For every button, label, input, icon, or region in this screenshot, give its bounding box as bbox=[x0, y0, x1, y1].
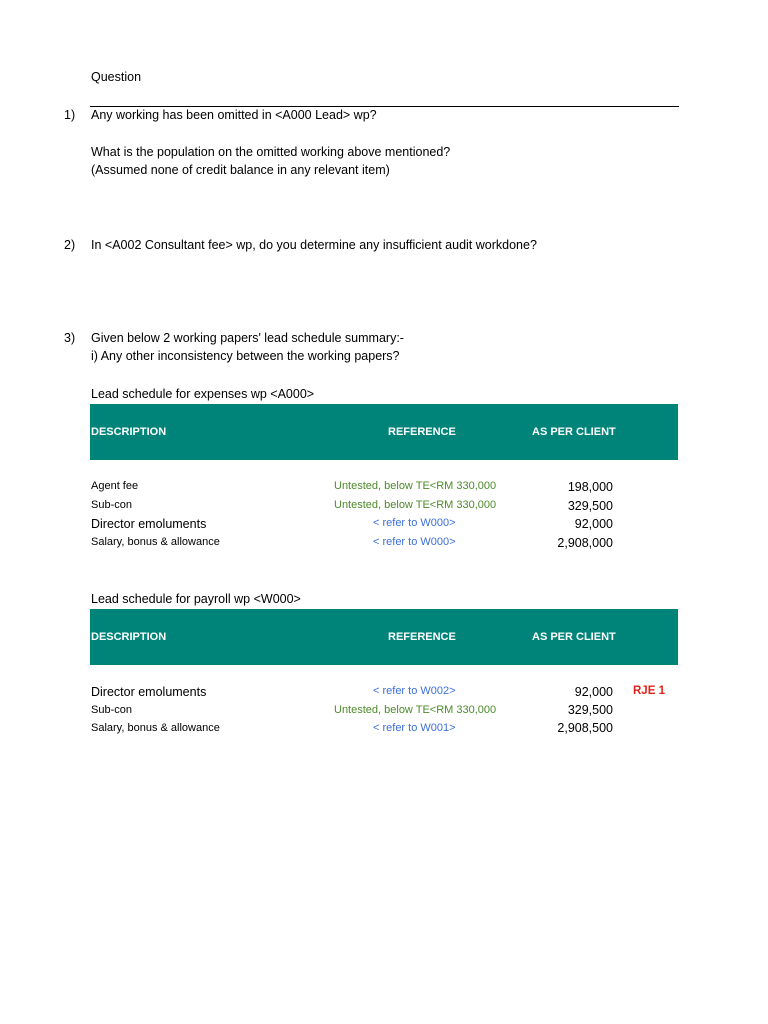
q2-line1: In <A002 Consultant fee> wp, do you determine any insufficient audit workdone? bbox=[91, 238, 537, 252]
table2-header-reference: REFERENCE bbox=[388, 631, 456, 643]
row-reference: < refer to W002> bbox=[373, 685, 456, 697]
row-amount: 92,000 bbox=[574, 685, 613, 699]
q3-number: 3) bbox=[64, 331, 76, 345]
table2-header-description: DESCRIPTION bbox=[91, 631, 167, 643]
heading-rule bbox=[90, 106, 679, 107]
row-amount: 2,908,000 bbox=[557, 536, 613, 550]
table1-header-reference: REFERENCE bbox=[388, 426, 456, 438]
row-description: Agent fee bbox=[91, 480, 139, 492]
table1-header-description: DESCRIPTION bbox=[91, 426, 167, 438]
row-reference: < refer to W000> bbox=[373, 517, 456, 529]
table2-header-amount: AS PER CLIENT bbox=[532, 631, 616, 643]
row-reference: Untested, below TE<RM 330,000 bbox=[334, 704, 497, 716]
table1-caption: Lead schedule for expenses wp <A000> bbox=[91, 387, 315, 401]
q1-line3: (Assumed none of credit balance in any relevant item) bbox=[91, 163, 390, 177]
table1-header-amount: AS PER CLIENT bbox=[532, 426, 616, 438]
table2-caption: Lead schedule for payroll wp <W000> bbox=[91, 592, 301, 606]
row-amount: 329,500 bbox=[567, 703, 613, 717]
row-description: Director emoluments bbox=[91, 685, 207, 699]
row-description: Salary, bonus & allowance bbox=[91, 722, 220, 734]
q1-number: 1) bbox=[64, 108, 76, 122]
row-reference: Untested, below TE<RM 330,000 bbox=[334, 499, 497, 511]
row-description: Director emoluments bbox=[91, 517, 207, 531]
row-reference: < refer to W001> bbox=[373, 722, 456, 734]
q1-line2: What is the population on the omitted working above mentioned? bbox=[91, 145, 451, 159]
row-amount: 92,000 bbox=[574, 517, 613, 531]
row-amount: 198,000 bbox=[567, 480, 613, 494]
q3-line2: i) Any other inconsistency between the working papers? bbox=[91, 349, 400, 363]
row-reference: < refer to W000> bbox=[373, 536, 456, 548]
q1-line1: Any working has been omitted in <A000 Lead> wp? bbox=[91, 108, 377, 122]
row-amount: 329,500 bbox=[567, 499, 613, 513]
row-description: Salary, bonus & allowance bbox=[91, 536, 220, 548]
q3-line1: Given below 2 working papers' lead schedule summary:- bbox=[91, 331, 404, 345]
row-description: Sub-con bbox=[91, 704, 132, 716]
q2-number: 2) bbox=[64, 238, 76, 252]
table2-header bbox=[90, 609, 678, 665]
row-description: Sub-con bbox=[91, 499, 132, 511]
row-amount: 2,908,500 bbox=[557, 721, 613, 735]
rje-note: RJE 1 bbox=[633, 685, 665, 697]
row-reference: Untested, below TE<RM 330,000 bbox=[334, 480, 497, 492]
question-heading: Question bbox=[91, 70, 142, 84]
table1-header bbox=[90, 404, 678, 460]
